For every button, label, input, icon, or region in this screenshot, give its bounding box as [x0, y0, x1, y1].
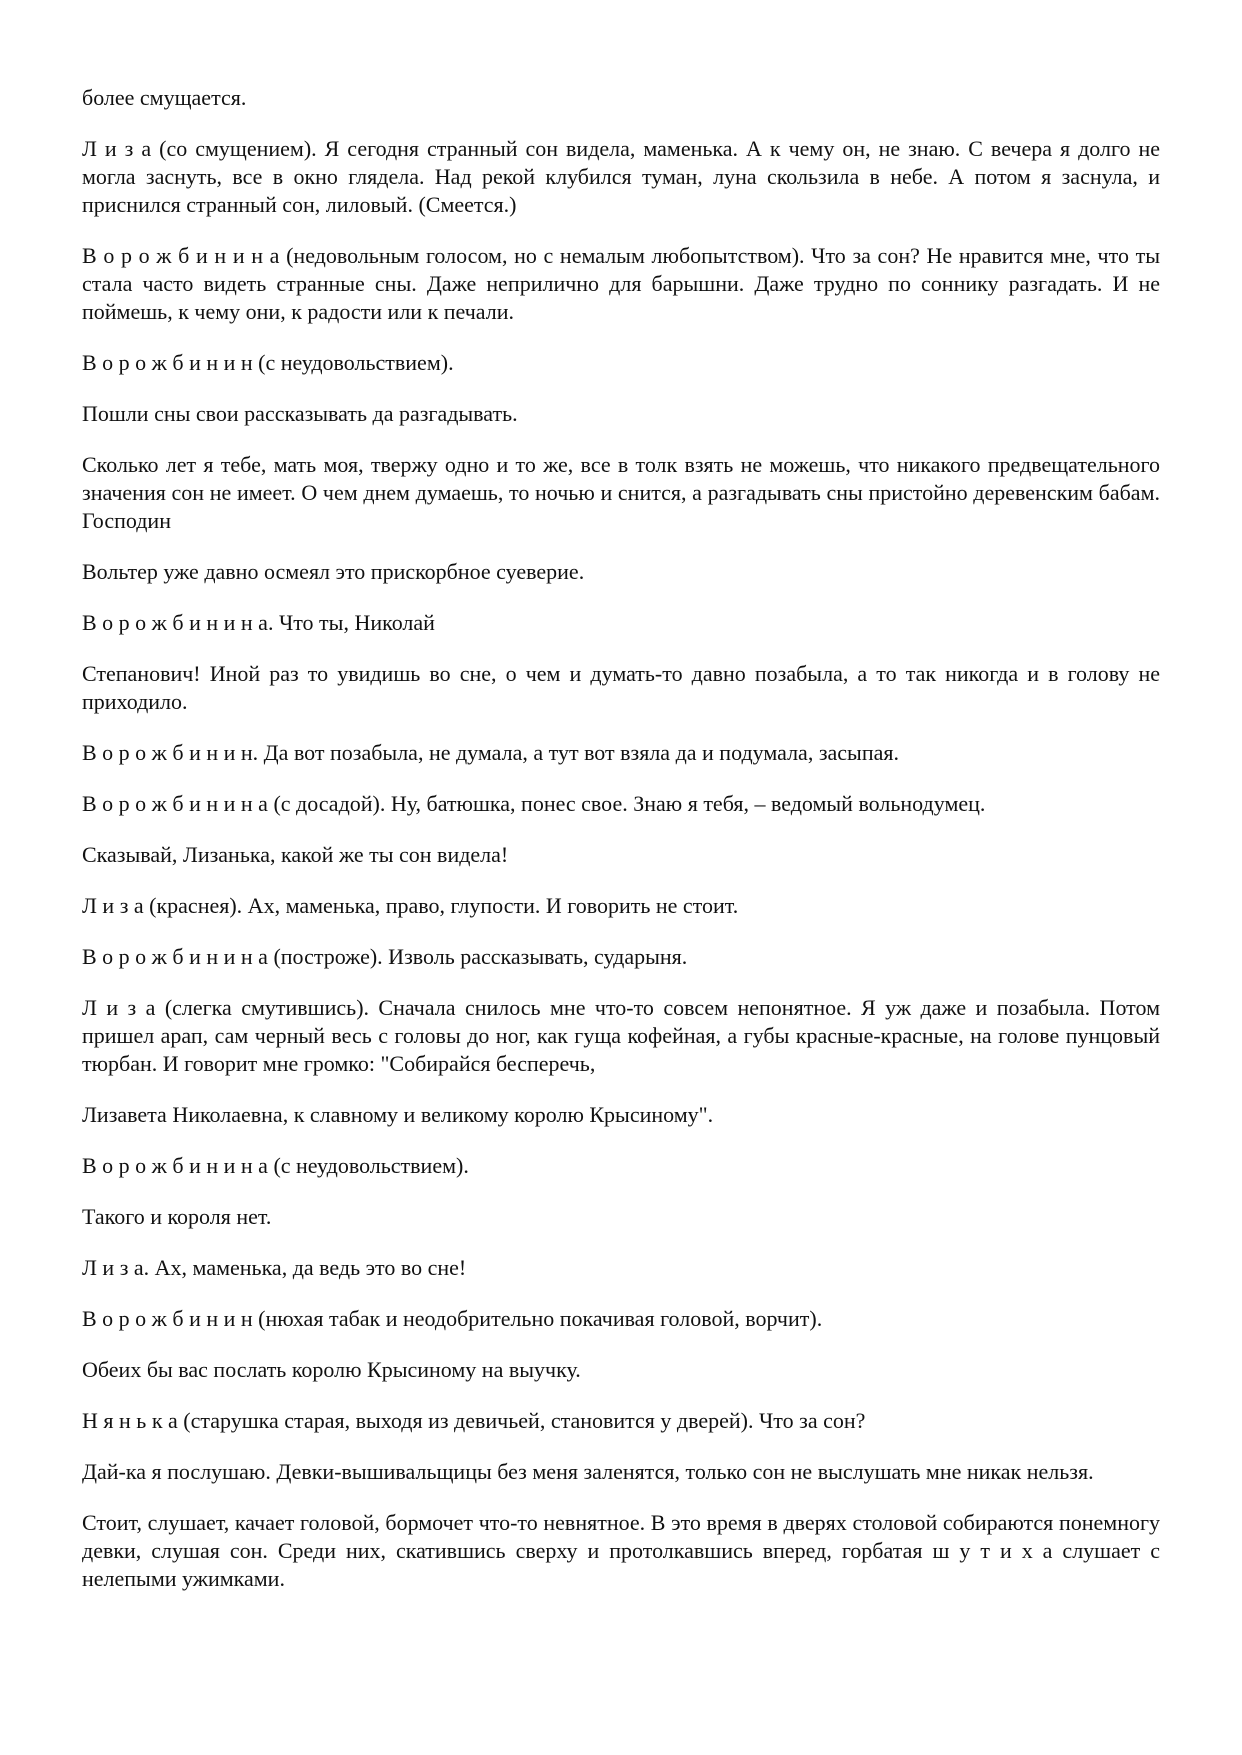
paragraph	[82, 1254, 1160, 1282]
paragraph-text: Лизавета Николаевна, к славному и великому королю Крысиному".	[82, 1102, 714, 1127]
paragraph	[82, 892, 1160, 920]
paragraph	[82, 739, 1160, 767]
speaker-name: В о р о ж б и н и н а	[82, 791, 268, 816]
paragraph	[82, 349, 1160, 377]
speaker-name: В о р о ж б и н и н	[82, 1306, 253, 1331]
paragraph-text: Сколько лет я тебе, мать моя, твержу одно и то же, все в толк взять не можешь, что никакого предвещательного значения сон не имеет. О чем днем думаешь, то ночью и снится, а разгадывать сны пристойно деревенским бабам. Господин	[82, 452, 1160, 533]
paragraph-text: . Ах, маменька, да ведь это во сне!	[143, 1255, 467, 1280]
paragraph-text: (со смущением). Я сегодня странный сон видела, маменька. А к чему он, не знаю. С вечера я долго не могла заснуть, все в окно глядела. Над рекой клубился туман, луна скользила в небе. А потом я заснула, и приснился странный сон, лиловый. (Смеется.)	[82, 136, 1160, 217]
paragraph	[82, 400, 1160, 428]
paragraph	[82, 1356, 1160, 1384]
paragraph-text: Такого и короля нет.	[82, 1204, 272, 1229]
paragraph	[82, 1407, 1160, 1435]
paragraph	[82, 790, 1160, 818]
speaker-name: Л и з а	[82, 893, 144, 918]
speaker-name: В о р о ж б и н и н а	[82, 243, 280, 268]
paragraph-text: (с неудовольствием).	[267, 1153, 469, 1178]
paragraph-text: (недовольным голосом, но с немалым любопытством). Что за сон? Не нравится мне, что ты стала часто видеть странные сны. Даже неприлично для барышни. Даже трудно по соннику разгадать. И не поймешь, к чему они, к радости или к печали.	[82, 243, 1160, 324]
speaker-name: Л и з а	[82, 995, 156, 1020]
speaker-name: Л и з а	[82, 1255, 144, 1280]
paragraph	[82, 994, 1160, 1078]
paragraph	[82, 1101, 1160, 1129]
paragraph	[82, 609, 1160, 637]
paragraph-text: (с досадой). Ну, батюшка, понес свое. Знаю я тебя, – ведомый вольнодумец.	[267, 791, 986, 816]
paragraph	[82, 1458, 1160, 1486]
speaker-name: Н я н ь к а	[82, 1408, 178, 1433]
paragraph	[82, 1152, 1160, 1180]
speaker-name: В о р о ж б и н и н а	[82, 1153, 268, 1178]
paragraph-text: Дай-ка я послушаю. Девки-вышивальщицы без меня заленятся, только сон не выслушать мне никак нельзя.	[82, 1459, 1094, 1484]
paragraph-text: . Да вот позабыла, не думала, а тут вот взяла да и подумала, засыпая.	[252, 740, 899, 765]
speaker-name: В о р о ж б и н и н а	[82, 944, 268, 969]
paragraph-text: (построже). Изволь рассказывать, сударыня.	[267, 944, 688, 969]
paragraph-text: (краснея). Ах, маменька, право, глупости. И говорить не стоит.	[143, 893, 739, 918]
speaker-name: В о р о ж б и н и н а	[82, 610, 268, 635]
paragraph-text: (слегка смутившись). Сначала снилось мне что-то совсем непонятное. Я уж даже и позабыла. Потом пришел арап, сам черный весь с головы до ног, как гуща кофейная, а губы красные-красные, на голове пунцовый тюрбан. И говорит мне громко: "Собирайся бесперечь,	[82, 995, 1160, 1076]
paragraph	[82, 84, 1160, 112]
paragraph-text: . Что ты, Николай	[267, 610, 435, 635]
paragraph-text: (с неудовольствием).	[252, 350, 454, 375]
paragraph-text: Пошли сны свои рассказывать да разгадывать.	[82, 401, 518, 426]
paragraph	[82, 1509, 1160, 1593]
paragraph	[82, 451, 1160, 535]
paragraph	[82, 660, 1160, 716]
paragraph	[82, 1305, 1160, 1333]
paragraph	[82, 242, 1160, 326]
paragraph-text: Степанович! Иной раз то увидишь во сне, о чем и думать-то давно позабыла, а то так никогда и в голову не приходило.	[82, 661, 1160, 714]
paragraph-text: Стоит, слушает, качает головой, бормочет что-то невнятное. В это время в дверях столовой собираются понемногу девки, слушая сон. Среди них, скатившись сверху и протолкавшись вперед, горбатая ш у т и х а слушает с нелепыми ужимками.	[82, 1510, 1160, 1591]
paragraph	[82, 135, 1160, 219]
speaker-name: В о р о ж б и н и н	[82, 350, 253, 375]
paragraph	[82, 1203, 1160, 1231]
paragraph-text: (старушка старая, выходя из девичьей, становится у дверей). Что за сон?	[177, 1408, 866, 1433]
paragraph	[82, 943, 1160, 971]
speaker-name: В о р о ж б и н и н	[82, 740, 253, 765]
paragraph-text: более смущается.	[82, 85, 247, 110]
paragraph	[82, 558, 1160, 586]
paragraph-text: (нюхая табак и неодобрительно покачивая головой, ворчит).	[252, 1306, 823, 1331]
speaker-name: Л и з а	[82, 136, 152, 161]
paragraph-text: Сказывай, Лизанька, какой же ты сон видела!	[82, 842, 509, 867]
paragraph-text: Вольтер уже давно осмеял это прискорбное суеверие.	[82, 559, 585, 584]
paragraph	[82, 841, 1160, 869]
document-page	[82, 84, 1160, 1616]
paragraph-text: Обеих бы вас послать королю Крысиному на выучку.	[82, 1357, 581, 1382]
